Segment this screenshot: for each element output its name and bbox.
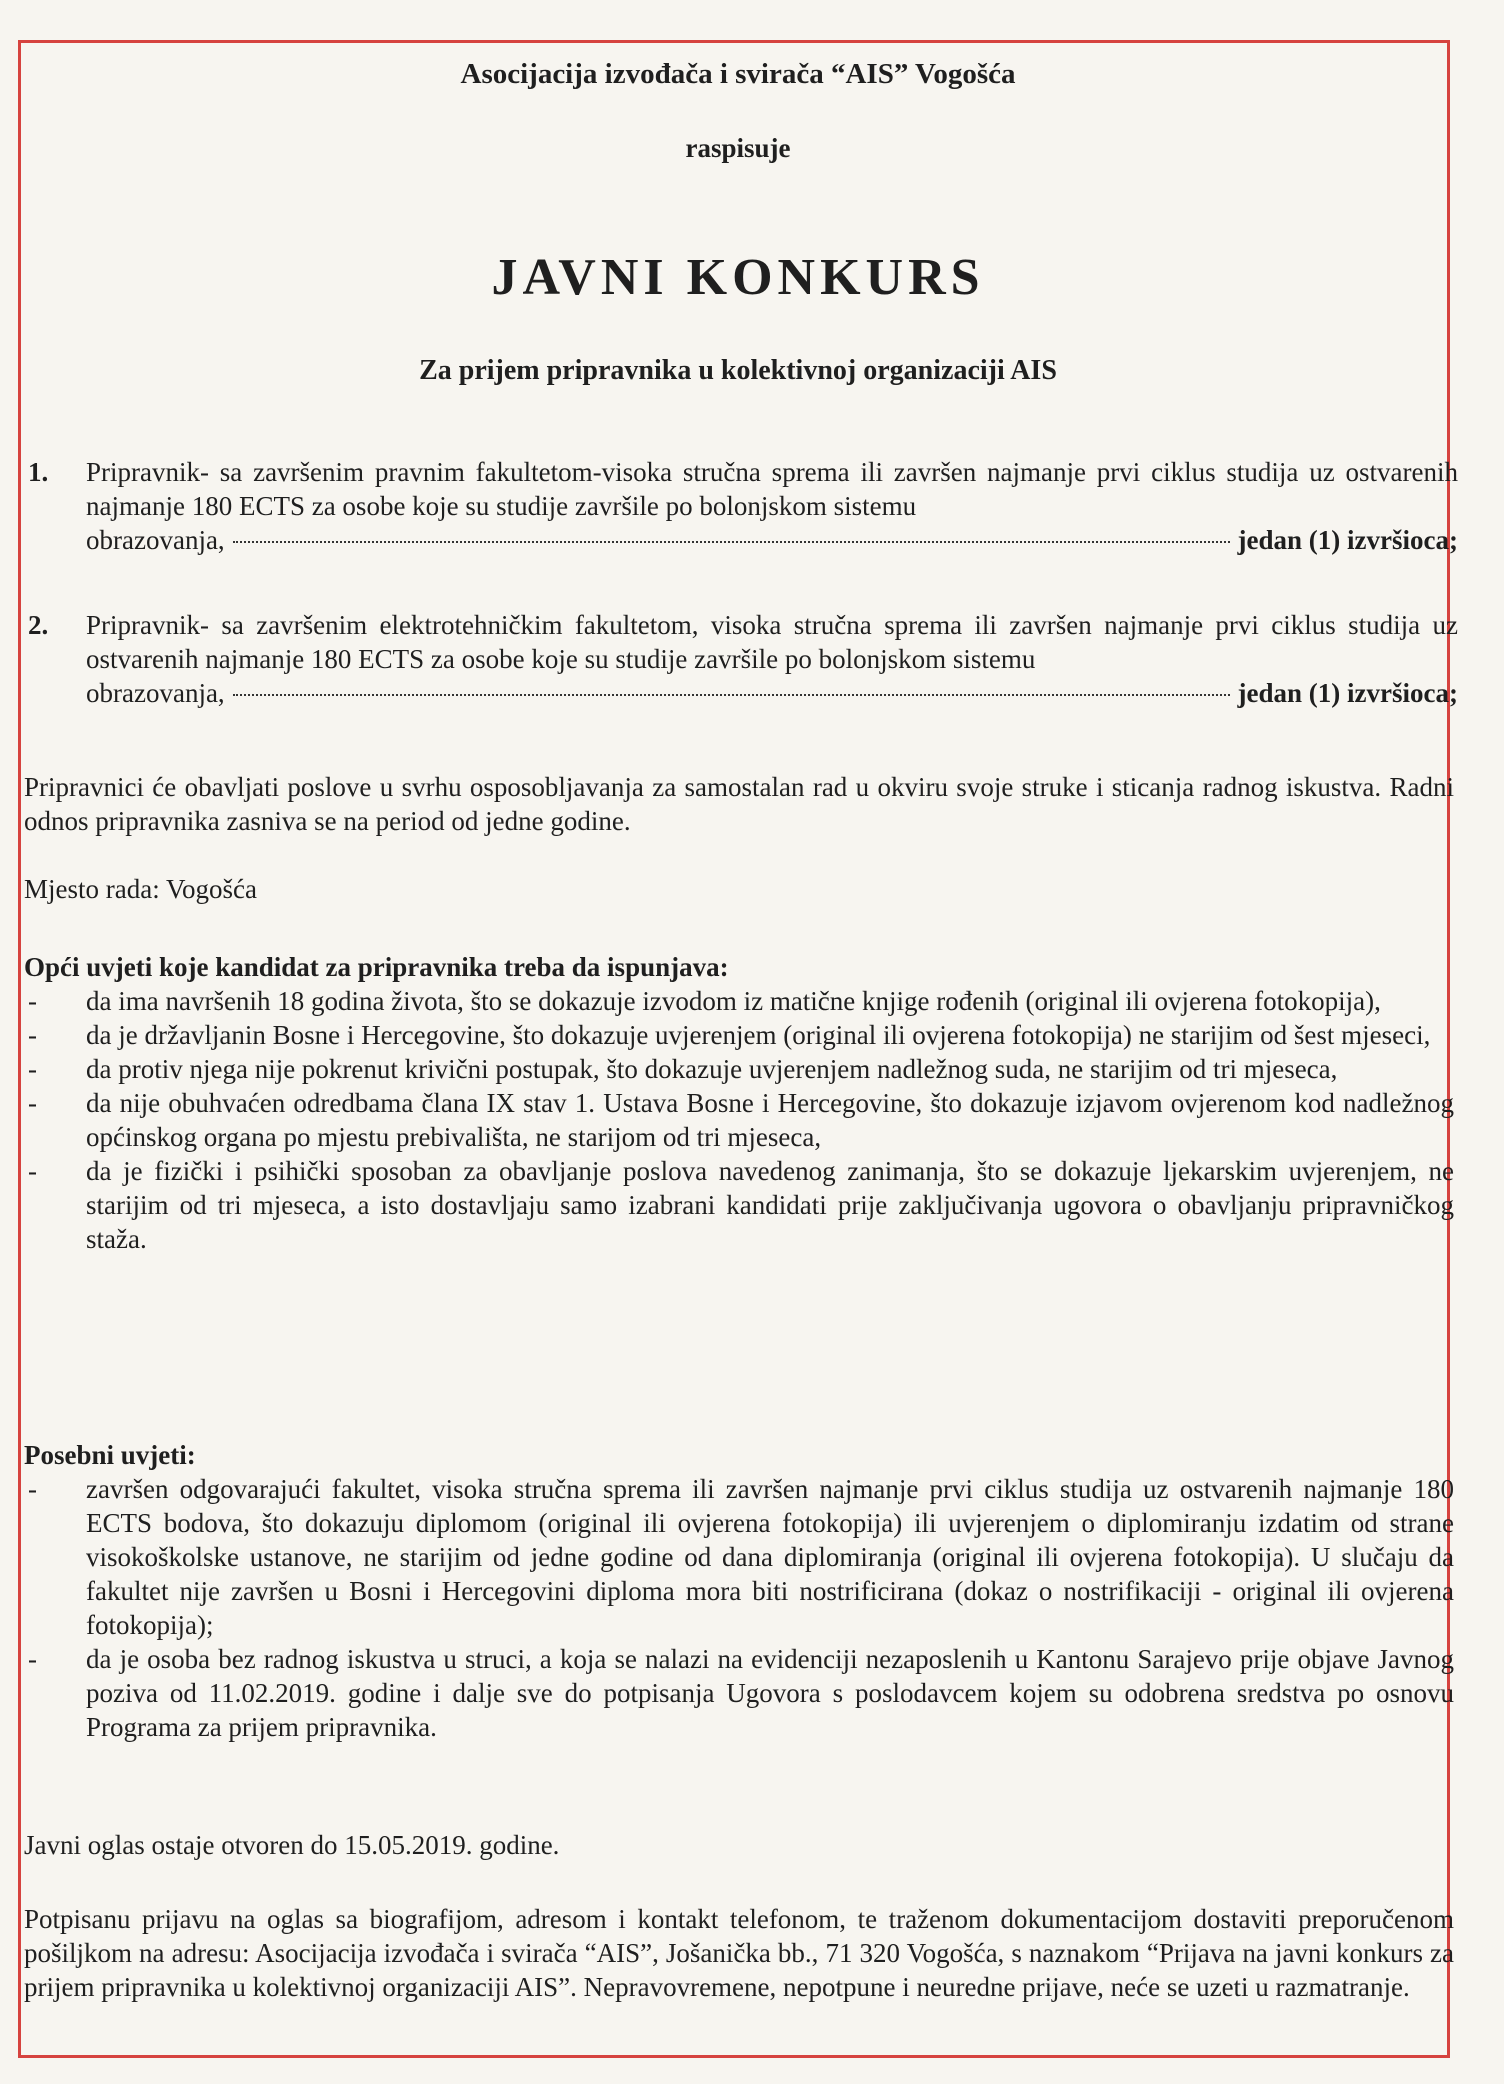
position-last-word: obrazovanja, — [86, 525, 225, 555]
position-last-word: obrazovanja, — [86, 678, 225, 708]
list-item: - da je državljanin Bosne i Hercegovine, što dokazuje uvjerenjem (original ili ovjerena fotokopija) ne starijim od šest mjeseci, — [24, 1018, 1454, 1052]
position-text: Pripravnik- sa završenim pravnim fakultetom-visoka stručna sprema ili završen najmanje prvi ciklus studija uz ostvarenih najmanje 180 ECTS za osobe koje su studije završile po bolonjskom sistemu — [86, 457, 1458, 521]
position-count: jedan (1) izvršioca; — [1237, 525, 1458, 555]
submission-paragraph: Potpisanu prijavu na oglas sa biografijom, adresom i kontakt telefonom, te traženom dokumentacijom dostaviti preporučenom pošiljkom na adresu: Asocijacija izvođača i svirača “AIS”, Jošanička bb., 71 320 Vogošća, s naznakom “Prijava na javni konkurs za prijem pripravnika u kolektivnoj organizaciji AIS”. Nepravovremene, nepotpune i neuredne prijave, neće se uzeti u razmatranje. — [24, 1904, 1454, 2002]
position-number: 1. — [28, 457, 49, 487]
announces-text: raspisuje — [685, 133, 791, 163]
list-item: - da nije obuhvaćen odredbama člana IX stav 1. Ustava Bosne i Hercegovine, što dokazuje izjavom ovjerenom kod nadležnog općinskog organa po mjestu prebivališta, ne starijom od tri mjeseca, — [24, 1086, 1454, 1154]
list-item: - da je fizički i psihički sposoban za obavljanje poslova navedenog zanimanja, što se dokazuje ljekarskim uvjerenjem, ne starijim od tri mjeseca, a isto dostavljaju samo izabrani kandidati prije zaključivanja ugovora o obavljanju pripravničkog staža. — [24, 1154, 1454, 1256]
position-item-1 — [28, 455, 1458, 557]
organization-name: Asocijacija izvođača i svirača “AIS” Vogošća — [460, 58, 1016, 90]
intro-paragraph: Pripravnici će obavljati poslove u svrhu osposobljavanja za samostalan rad u okviru svoje struke i sticanja radnog iskustva. Radni odnos pripravnika zasniva se na period od jedne godine. — [24, 772, 1454, 836]
list-item: - da ima navršenih 18 godina života, što se dokazuje izvodom iz matične knjige rođenih (original ili ovjerena fotokopija), — [24, 984, 1454, 1018]
general-conditions — [24, 950, 1454, 1256]
page-title: JAVNI KONKURS — [491, 249, 985, 306]
general-conditions-heading: Opći uvjeti koje kandidat za pripravnika treba da ispunjava: — [24, 952, 729, 982]
page-subtitle: Za prijem pripravnika u kolektivnoj organizaciji AIS — [419, 355, 1057, 386]
position-text: Pripravnik- sa završenim elektrotehničkim fakultetom, visoka stručna sprema ili završen najmanje prvi ciklus studija uz ostvarenih najmanje 180 ECTS za osobe koje su studije završile po bolonjskom sistemu — [86, 610, 1458, 674]
position-number: 2. — [28, 610, 49, 640]
list-item: - završen odgovarajući fakultet, visoka stručna sprema ili završen najmanje prvi ciklus studija uz ostvarenih najmanje 180 ECTS bodova, što dokazuju diplomom (original ili ovjerena fotokopija) ili uvjerenjem o diplomiranju izdatim od strane visokoškolske ustanove, ne starijim od jedne godine od dana diplomiranja (original ili ovjerena fotokopija). U slučaju da fakultet nije završen u Bosni i Hercegovini diploma mora biti nostrificirana (dokaz o nostrifikaciji - original ili ovjerena fotokopija); — [24, 1472, 1454, 1642]
deadline-text: Javni oglas ostaje otvoren do 15.05.2019. godine. — [24, 1830, 560, 1860]
dotted-leader — [233, 541, 1230, 543]
position-item-2 — [28, 608, 1458, 710]
list-item: - da protiv njega nije pokrenut krivični postupak, što dokazuje uvjerenjem nadležnog suda, ne starijim od tri mjeseca, — [24, 1052, 1454, 1086]
position-count: jedan (1) izvršioca; — [1237, 678, 1458, 708]
workplace-text: Mjesto rada: Vogošća — [24, 874, 257, 904]
special-conditions — [24, 1438, 1454, 1744]
list-item: - da je osoba bez radnog iskustva u struci, a koja se nalazi na evidenciji nezaposlenih u Kantonu Sarajevo prije objave Javnog poziva od 11.02.2019. godine i dalje sve do potpisanja Ugovora s poslodavcem kojem su odobrena sredstva po osnovu Programa za prijem pripravnika. — [24, 1642, 1454, 1744]
dotted-leader — [233, 694, 1230, 696]
special-conditions-heading: Posebni uvjeti: — [24, 1440, 196, 1470]
